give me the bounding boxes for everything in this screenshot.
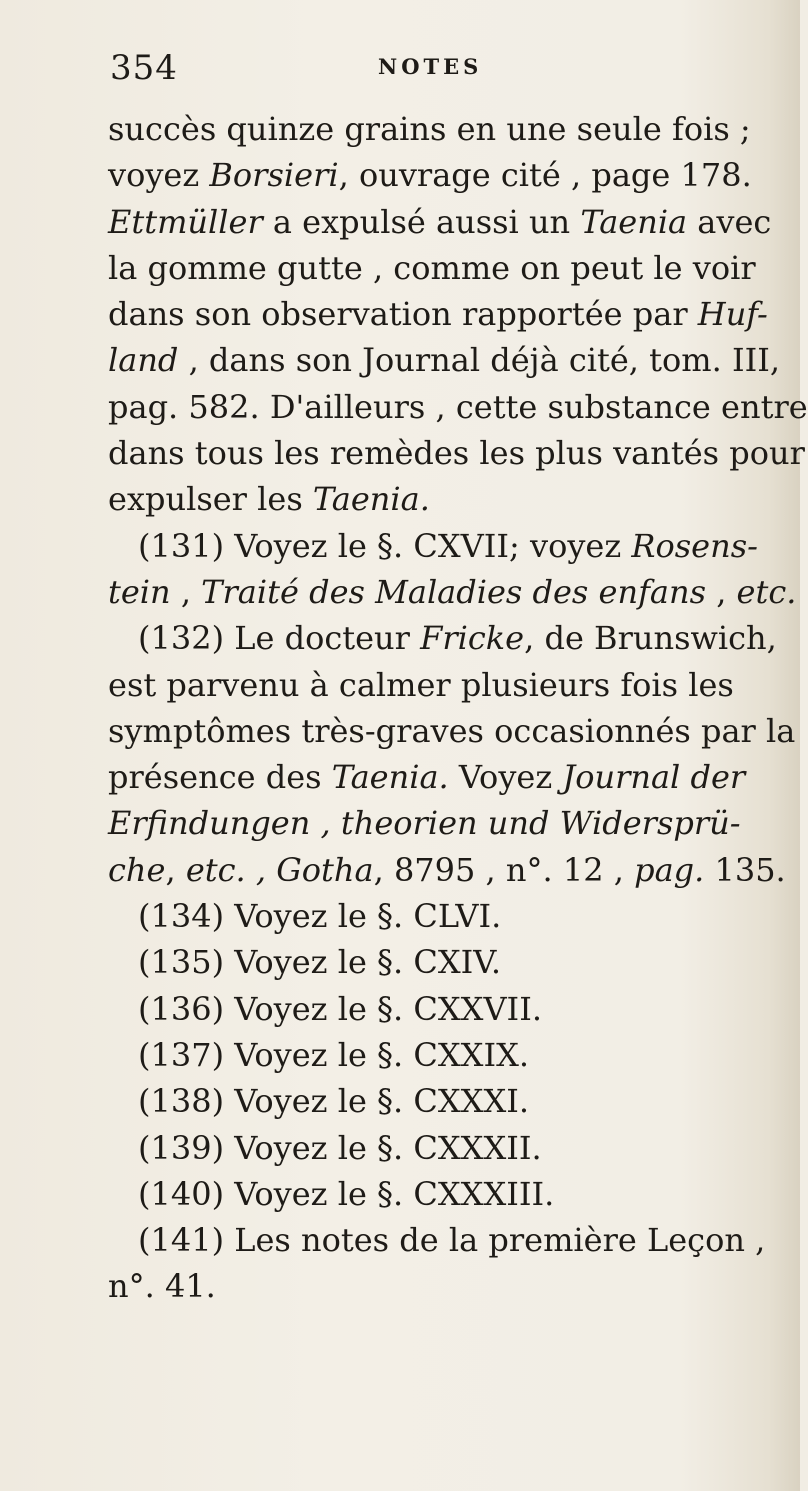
text-segment: n°. 41. bbox=[108, 1267, 216, 1306]
body-text bbox=[108, 106, 808, 1310]
text-segment: , dans son Journal déjà cité, tom. III, bbox=[178, 341, 781, 380]
text-segment: (140) Voyez le §. CXXXIII. bbox=[138, 1174, 555, 1213]
text-line bbox=[108, 1032, 696, 1078]
text-line bbox=[108, 569, 797, 615]
text-segment: (138) Voyez le §. CXXXI. bbox=[138, 1082, 530, 1121]
text-line bbox=[108, 800, 741, 846]
italic-text: tein bbox=[108, 572, 171, 611]
text-line bbox=[108, 986, 696, 1032]
italic-text: land bbox=[108, 341, 179, 380]
text-line bbox=[108, 1263, 696, 1309]
italic-text: Journal der bbox=[562, 758, 746, 797]
text-line bbox=[108, 939, 696, 985]
text-line bbox=[108, 893, 696, 939]
text-segment: symptômes très-graves occasionnés par la bbox=[108, 711, 796, 750]
text-segment: , bbox=[165, 850, 186, 889]
text-segment: est parvenu à calmer plusieurs fois les bbox=[108, 665, 734, 704]
text-segment: , bbox=[706, 572, 737, 611]
text-segment: (136) Voyez le §. CXXVII. bbox=[138, 989, 542, 1028]
text-line bbox=[108, 106, 751, 152]
text-segment: (137) Voyez le §. CXXIX. bbox=[138, 1035, 530, 1074]
text-segment: (131) Voyez le §. CXVII; voyez bbox=[138, 526, 632, 565]
italic-text: pag. bbox=[634, 850, 705, 889]
text-line bbox=[108, 1217, 766, 1263]
text-line bbox=[108, 152, 752, 198]
text-line bbox=[108, 615, 777, 661]
text-segment: (132) Le docteur bbox=[138, 619, 421, 658]
text-segment: expulser les bbox=[108, 480, 313, 519]
italic-text: etc. , Gotha bbox=[185, 850, 374, 889]
italic-text: Taenia bbox=[580, 202, 688, 241]
text-line bbox=[108, 1171, 696, 1217]
text-segment: avec bbox=[687, 202, 772, 241]
text-segment: dans tous les remèdes les plus vantés pour bbox=[108, 434, 805, 473]
text-line bbox=[108, 291, 768, 337]
text-segment: a expulsé aussi un bbox=[262, 202, 581, 241]
italic-text: Taenia. bbox=[331, 758, 449, 797]
text-line bbox=[108, 1125, 696, 1171]
text-segment: succès quinze grains en une seule fois ; bbox=[108, 110, 751, 148]
text-segment: , ouvrage cité , page 178. bbox=[338, 156, 752, 195]
text-line bbox=[108, 523, 758, 569]
text-segment: , 8795 , n°. 12 , bbox=[373, 850, 635, 889]
text-segment: , bbox=[170, 572, 202, 611]
text-segment: (141) Les notes de la première Leçon , bbox=[138, 1221, 766, 1260]
italic-text: Borsieri bbox=[209, 156, 339, 195]
italic-text: Ettmüller bbox=[108, 202, 263, 241]
text-segment: voyez bbox=[108, 156, 210, 195]
text-line bbox=[108, 662, 734, 708]
running-head: NOTES bbox=[378, 54, 483, 79]
text-line bbox=[108, 199, 772, 245]
page-header bbox=[110, 48, 690, 98]
text-segment: pag. 582. D'ailleurs , cette substance entre bbox=[108, 387, 808, 426]
text-line bbox=[108, 337, 781, 383]
italic-text: Taenia. bbox=[312, 480, 430, 519]
italic-text: Traité des Maladies des enfans bbox=[201, 572, 707, 611]
text-line bbox=[108, 708, 796, 754]
text-segment: Voyez bbox=[448, 758, 563, 797]
page-number: 354 bbox=[110, 48, 178, 88]
text-segment: dans son observation rapportée par bbox=[108, 295, 698, 334]
italic-text: Rosens- bbox=[631, 526, 758, 565]
italic-text: etc. bbox=[736, 572, 797, 611]
text-line bbox=[108, 384, 808, 430]
text-line bbox=[108, 245, 756, 291]
text-line bbox=[108, 430, 805, 476]
italic-text: Erfindungen , theorien und Widersprü- bbox=[108, 804, 741, 843]
italic-text: Huf- bbox=[697, 295, 768, 334]
text-segment: la gomme gutte , comme on peut le voir bbox=[108, 248, 756, 287]
text-line bbox=[108, 1078, 696, 1124]
text-segment: (134) Voyez le §. CLVI. bbox=[138, 897, 502, 936]
text-segment: présence des bbox=[108, 758, 332, 797]
text-segment: (135) Voyez le §. CXIV. bbox=[138, 943, 501, 982]
text-segment: , de Brunswich, bbox=[524, 619, 777, 658]
text-line bbox=[108, 754, 746, 800]
text-line bbox=[108, 847, 786, 893]
text-segment: 135. bbox=[704, 850, 786, 889]
italic-text: Fricke bbox=[420, 619, 525, 658]
italic-text: che bbox=[108, 850, 166, 889]
text-line bbox=[108, 476, 696, 522]
text-segment: (139) Voyez le §. CXXXII. bbox=[138, 1128, 542, 1167]
